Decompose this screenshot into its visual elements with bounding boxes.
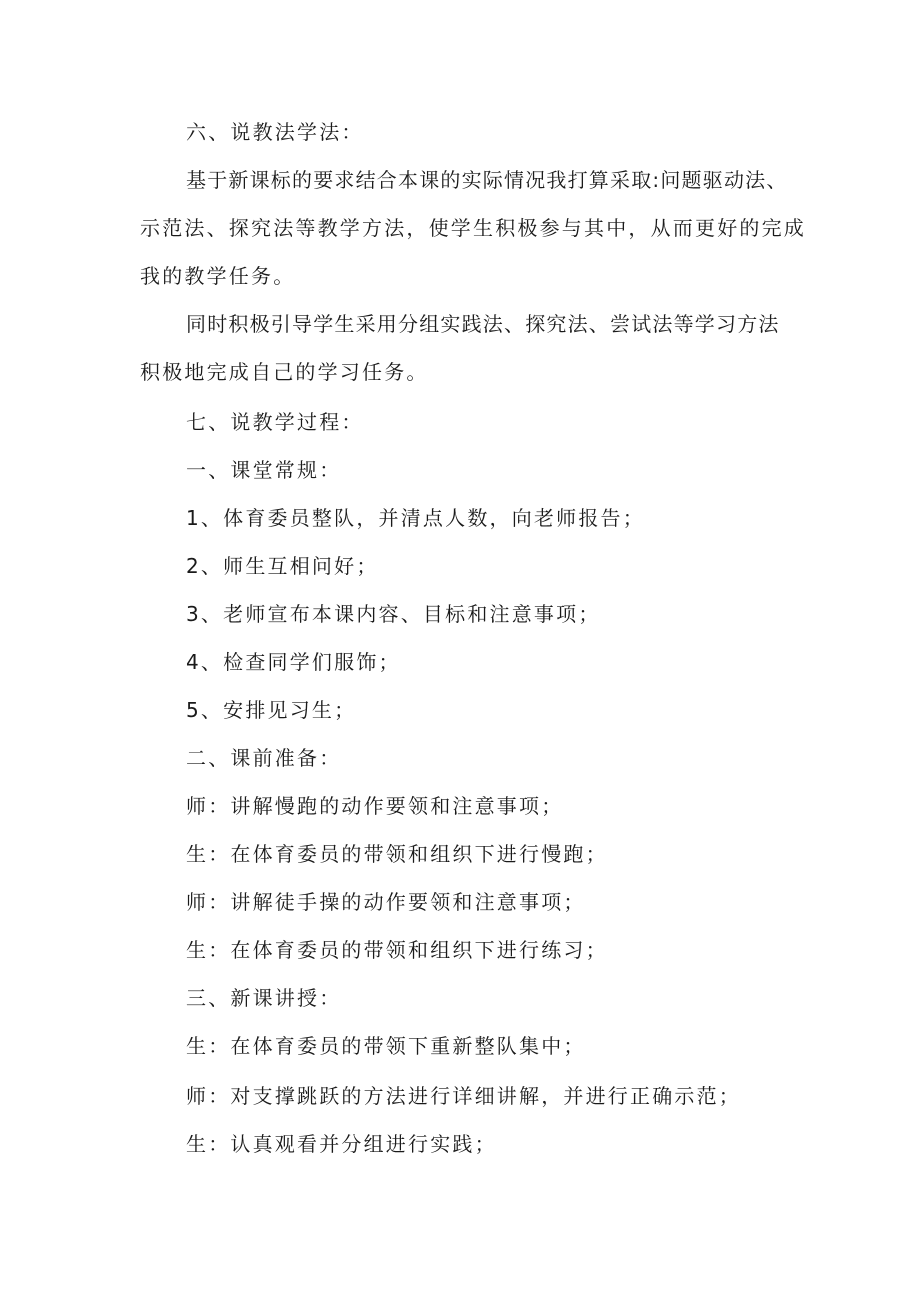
subsection-heading-1: 一、课堂常规： [186,458,342,482]
dialogue-line: 师：讲解慢跑的动作要领和注意事项； [186,794,564,818]
paragraph-1-line-2: 示范法、探究法等教学方法，使学生积极参与其中，从而更好的完成 [140,216,806,240]
paragraph-1-line-3: 我的教学任务。 [140,264,296,288]
paragraph-2-line-2: 积极地完成自己的学习任务。 [140,360,429,384]
list-item: 5、安排见习生； [186,698,357,722]
subsection-heading-2: 二、课前准备： [186,746,342,770]
dialogue-line: 生：在体育委员的带领和组织下进行慢跑； [186,842,608,866]
section-heading-7: 七、说教学过程： [186,410,364,434]
list-item: 2、师生互相问好； [186,554,379,578]
list-item: 3、老师宣布本课内容、目标和注意事项； [186,602,601,626]
paragraph-2-line-1: 同时积极引导学生采用分组实践法、探究法、尝试法等学习方法 [186,312,780,336]
dialogue-line: 师：对支撑跳跃的方法进行详细讲解，并进行正确示范； [186,1084,741,1108]
paragraph-1-line-1: 基于新课标的要求结合本课的实际情况我打算采取:问题驱动法、 [186,168,788,192]
list-item: 1、体育委员整队，并清点人数，向老师报告； [186,506,645,530]
section-heading-6: 六、说教法学法： [186,120,364,144]
dialogue-line: 生：认真观看并分组进行实践； [186,1132,497,1156]
dialogue-line: 生：在体育委员的带领和组织下进行练习； [186,938,608,962]
dialogue-line: 师：讲解徒手操的动作要领和注意事项； [186,890,586,914]
subsection-heading-3: 三、新课讲授： [186,986,342,1010]
list-item: 4、检查同学们服饰； [186,650,401,674]
dialogue-line: 生：在体育委员的带领下重新整队集中； [186,1034,586,1058]
